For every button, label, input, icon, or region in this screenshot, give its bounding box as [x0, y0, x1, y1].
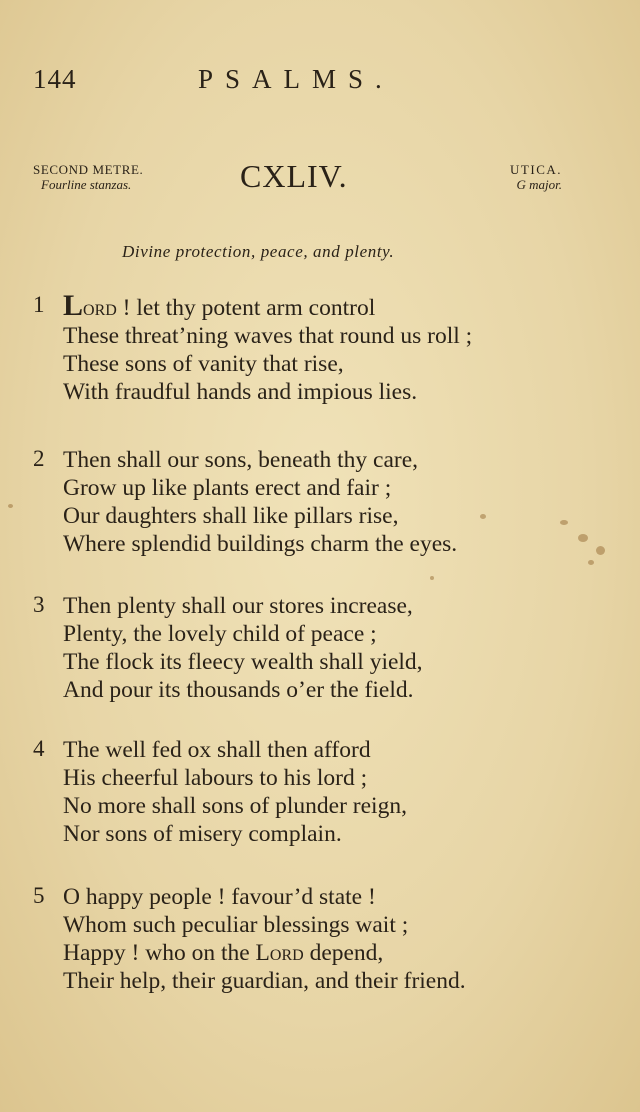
paper-stain: [480, 514, 486, 519]
stanza-2: [33, 446, 593, 558]
paper-stain: [596, 546, 605, 555]
lord-smallcaps: Lord: [255, 940, 304, 966]
psalm-subtitle: Divine protection, peace, and plenty.: [122, 242, 395, 261]
stanza-line: Then shall our sons, beneath thy care,: [63, 447, 419, 473]
paper-stain: [430, 576, 434, 580]
stanza-line: Our daughters shall like pillars rise,: [63, 503, 399, 529]
metre-label: [33, 162, 143, 192]
stanza-1: [33, 289, 593, 406]
running-head: PSALMS.: [198, 64, 394, 94]
tune-key: G major.: [516, 177, 562, 192]
page-number: 144: [33, 64, 77, 94]
stanza-line: Whom such peculiar blessings wait ;: [63, 912, 409, 938]
stanza-number: 5: [33, 883, 45, 908]
stanza-line: These threat’ning waves that round us roll ;: [63, 323, 473, 349]
stanza-number: 1: [33, 292, 45, 317]
metre-line-2: Fourline stanzas.: [41, 177, 132, 192]
psalm-number: CXLIV.: [240, 158, 348, 194]
stanza-line: O happy people ! favour’d state !: [63, 884, 376, 910]
stanza-line: Nor sons of misery complain.: [63, 821, 342, 847]
stanza-number: 4: [33, 736, 45, 761]
stanza-number: 3: [33, 592, 45, 617]
stanza-line: Their help, their guardian, and their friend.: [63, 968, 466, 994]
line-text: Happy ! who on the: [63, 940, 256, 966]
paper-stain: [560, 520, 568, 525]
tune-name: UTICA.: [510, 162, 562, 177]
opening-capital: L: [63, 289, 84, 322]
paper-stain: [578, 534, 588, 542]
stanza-line: And pour its thousands o’er the field.: [63, 677, 414, 703]
stanza-line: Where splendid buildings charm the eyes.: [63, 531, 458, 557]
paper-stain: [8, 504, 13, 508]
tune-label: [510, 162, 562, 192]
stanza-line: The well fed ox shall then afford: [63, 737, 371, 763]
stanza-5: [33, 883, 593, 995]
stanza-line: Plenty, the lovely child of peace ;: [63, 621, 377, 647]
line-text: depend,: [303, 940, 384, 966]
stanza-line: The flock its fleecy wealth shall yield,: [63, 649, 423, 675]
opening-smallcaps: ord: [83, 295, 117, 321]
stanza-line: Grow up like plants erect and fair ;: [63, 475, 392, 501]
stanza-line: These sons of vanity that rise,: [63, 351, 344, 377]
stanza-line: [33, 939, 593, 967]
paper-stain: [588, 560, 594, 565]
stanza-3: [33, 592, 593, 704]
metre-line-1: SECOND METRE.: [33, 162, 144, 177]
line-rest: ! let thy potent arm control: [116, 295, 376, 321]
stanza-number: 2: [33, 446, 45, 471]
stanza-line: No more shall sons of plunder reign,: [63, 793, 407, 819]
stanza-line: [33, 289, 593, 322]
stanza-line: Then plenty shall our stores increase,: [63, 593, 413, 619]
stanza-4: [33, 736, 593, 848]
stanza-line: With fraudful hands and impious lies.: [63, 379, 418, 405]
stanza-line: His cheerful labours to his lord ;: [63, 765, 368, 791]
